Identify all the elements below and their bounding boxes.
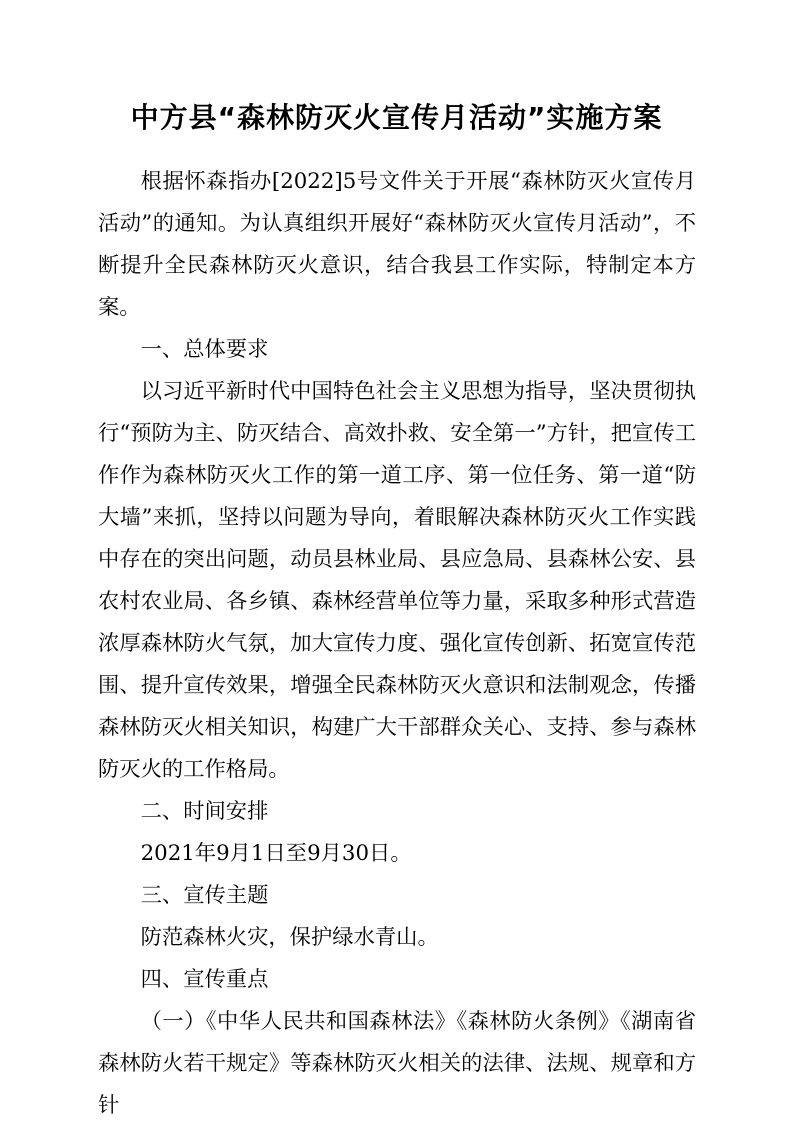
- section-heading-theme: 三、宣传主题: [140, 883, 269, 908]
- section-heading-schedule: 二、时间安排: [140, 799, 269, 824]
- section-heading-general-requirements: 一、总体要求: [140, 337, 269, 362]
- general-requirements-paragraph: 以习近平新时代中国特色社会主义思想为指导，坚决贯彻执行“预防为主、防灭结合、高效扑救、安全第一”方针，把宣传工作作为森林防灭火工作的第一道工序、第一位任务、第一道“防大墙”来抓，坚持以问题为导向，着眼解决森林防灭火工作实践中存在的突出问题，动员县林业局、县应急局、县森林公安、县农村农业局、各乡镇、森林经营单位等力量，采取多种形式营造浓厚森林防火气氛，加大宣传力度、强化宣传创新、拓宽宣传范围、提升宣传效果，增强全民森林防灭火意识和法制观念，传播森林防灭火相关知识，构建广大干部群众关心、支持、参与森林防灭火的工作格局。: [98, 379, 696, 782]
- focus-item-1-paragraph: （一）《中华人民共和国森林法》《森林防火条例》《湖南省森林防火若干规定》等森林防灭火相关的法律、法规、规章和方针: [98, 1009, 696, 1118]
- intro-paragraph: 根据怀森指办[2022]5号文件关于开展“森林防灭火宣传月活动”的通知。为认真组织开展好“森林防灭火宣传月活动”，不断提升全民森林防灭火意识，结合我县工作实际，特制定本方案。: [98, 169, 696, 320]
- theme-paragraph: 防范森林火灾，保护绿水青山。: [140, 925, 439, 950]
- schedule-paragraph: 2021年9月1日至9月30日。: [140, 841, 412, 866]
- section-heading-focus: 四、宣传重点: [140, 967, 269, 992]
- document-title: 中方县“森林防灭火宣传月活动”实施方案: [130, 101, 663, 134]
- document-body: [98, 161, 696, 1127]
